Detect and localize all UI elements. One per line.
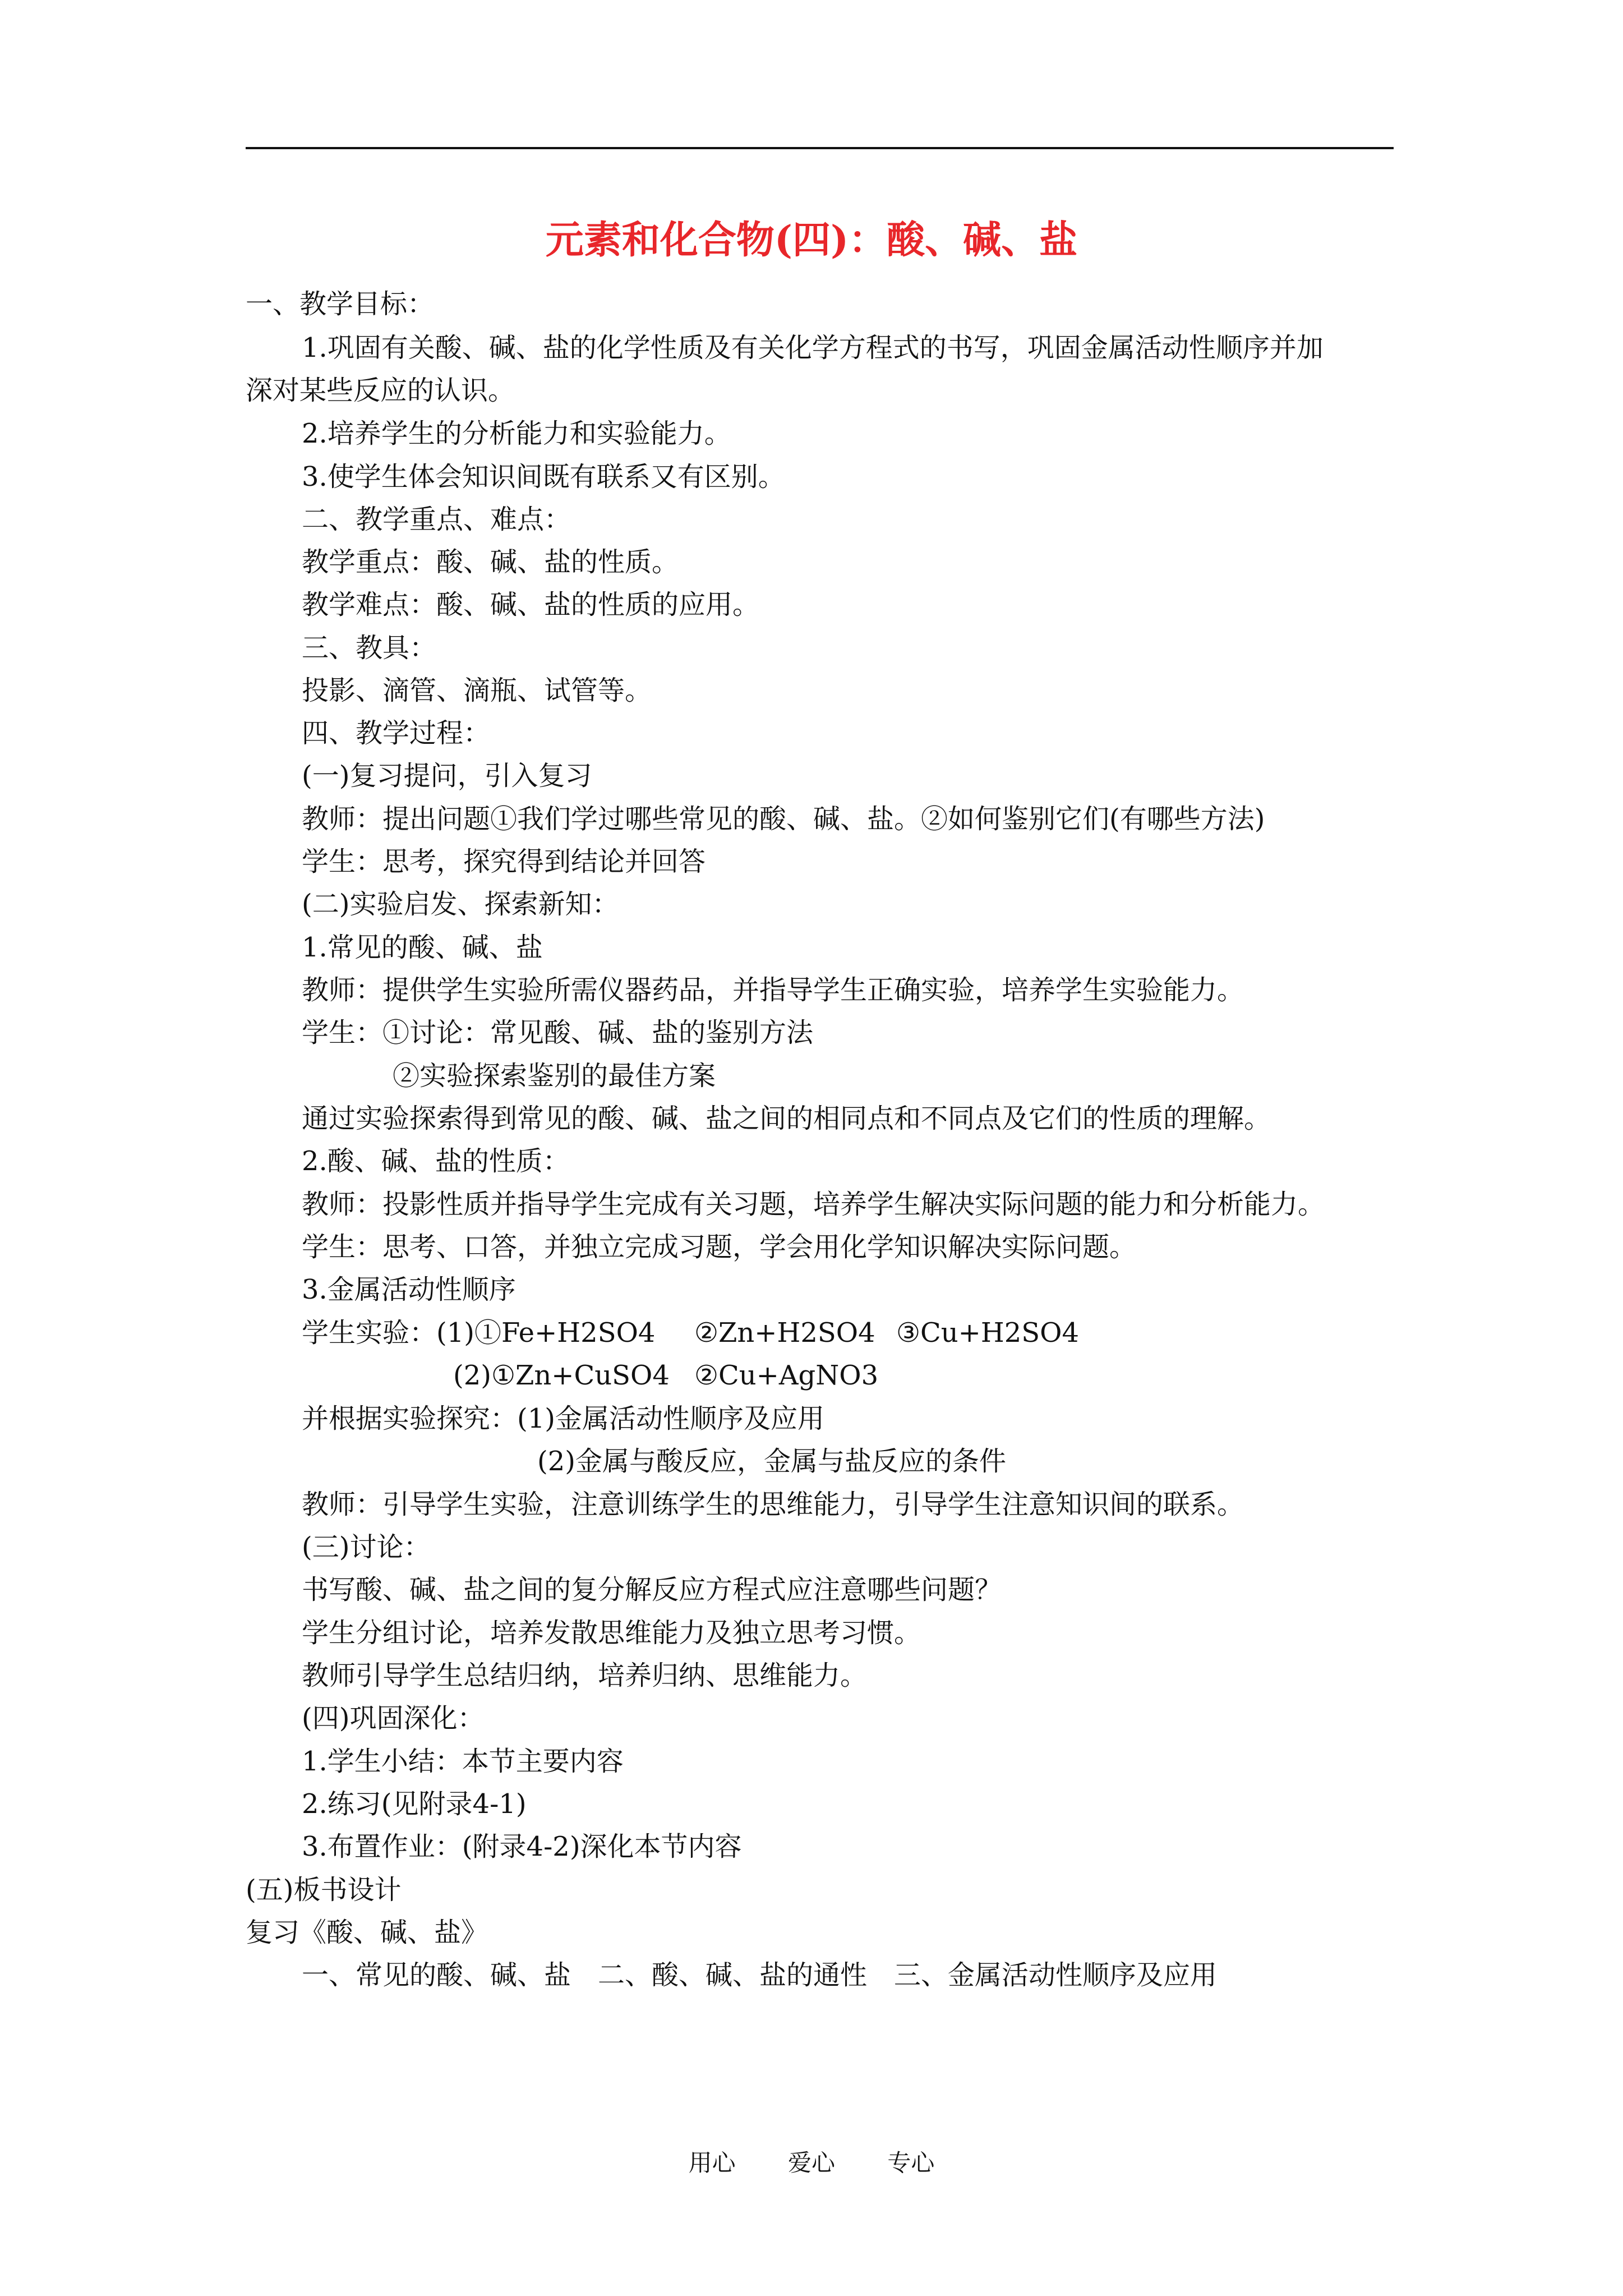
text-line: 三、教具： (302, 632, 437, 664)
text-line: 一、常见的酸、碱、盐 二、酸、碱、盐的通性 三、金属活动性顺序及应用 (302, 1959, 1218, 1991)
text-line: 2.练习(见附录4-1) (302, 1788, 527, 1820)
text-line: (2)金属与酸反应，金属与盐反应的条件 (537, 1446, 1006, 1477)
text-line: 3.金属活动性顺序 (302, 1274, 516, 1305)
document-title: 元素和化合物(四)：酸、碱、盐 (545, 218, 1078, 263)
text-line: 通过实验探索得到常见的酸、碱、盐之间的相同点和不同点及它们的性质的理解。 (302, 1103, 1271, 1134)
text-line: ②实验探索鉴别的最佳方案 (393, 1060, 716, 1092)
text-line: 教学难点：酸、碱、盐的性质的应用。 (302, 589, 760, 620)
text-line: 学生分组讨论，培养发散思维能力及独立思考习惯。 (302, 1617, 921, 1649)
text-line: 2.酸、碱、盐的性质： (302, 1145, 570, 1177)
text-line: 1.巩固有关酸、碱、盐的化学性质及有关化学方程式的书写，巩固金属活动性顺序并加 (302, 332, 1324, 364)
text-line: 投影、滴管、滴瓶、试管等。 (302, 675, 652, 706)
text-line: 1.常见的酸、碱、盐 (302, 932, 543, 963)
text-line: 3.使学生体会知识间既有联系又有区别。 (302, 461, 785, 493)
text-line: ③Cu+H2SO4 (896, 1317, 1080, 1349)
header-rule (246, 147, 1394, 149)
footer-motto: 专心 (887, 2149, 935, 2177)
text-line: 1.学生小结：本节主要内容 (302, 1746, 624, 1777)
text-line: (2)①Zn+CuSO4 (453, 1360, 670, 1391)
text-line: 教师：投影性质并指导学生完成有关习题，培养学生解决实际问题的能力和分析能力。 (302, 1189, 1325, 1220)
text-line: 学生：①讨论：常见酸、碱、盐的鉴别方法 (302, 1017, 814, 1048)
text-line: ②Cu+AgNO3 (694, 1360, 879, 1391)
text-line: (四)巩固深化： (302, 1703, 485, 1734)
text-line: 教师：引导学生实验，注意训练学生的思维能力，引导学生注意知识间的联系。 (302, 1489, 1244, 1520)
text-line: 2.培养学生的分析能力和实验能力。 (302, 418, 731, 449)
text-line: 并根据实验探究：(1)金属活动性顺序及应用 (302, 1403, 824, 1434)
text-line: 四、教学过程： (302, 717, 491, 749)
text-line: (五)板书设计 (246, 1874, 402, 1906)
text-line: 教师：提供学生实验所需仪器药品，并指导学生正确实验，培养学生实验能力。 (302, 974, 1244, 1006)
text-line: (二)实验启发、探索新知： (302, 889, 619, 920)
text-line: (三)讨论： (302, 1531, 431, 1563)
text-line: (一)复习提问，引入复习 (302, 760, 592, 792)
text-line: 学生实验：(1)①Fe+H2SO4 (302, 1317, 656, 1349)
text-line: 二、教学重点、难点： (302, 504, 571, 535)
text-line: 深对某些反应的认识。 (246, 375, 515, 406)
text-line: 书写酸、碱、盐之间的复分解反应方程式应注意哪些问题？ (302, 1574, 1002, 1605)
footer-motto: 用心 (688, 2149, 736, 2177)
text-line: 教师引导学生总结归纳，培养归纳、思维能力。 (302, 1660, 868, 1691)
text-line: 教师：提出问题①我们学过哪些常见的酸、碱、盐。②如何鉴别它们(有哪些方法) (302, 803, 1265, 835)
footer-motto: 爱心 (787, 2149, 835, 2177)
page-footer (0, 2146, 1623, 2180)
text-line: 学生：思考、口答，并独立完成习题，学会用化学知识解决实际问题。 (302, 1231, 1137, 1263)
text-line: 复习《酸、碱、盐》 (246, 1917, 488, 1948)
text-line: 一、教学目标： (246, 288, 435, 320)
text-line: ②Zn+H2SO4 (694, 1317, 875, 1349)
text-line: 学生：思考，探究得到结论并回答 (302, 846, 706, 877)
text-line: 3.布置作业：(附录4-2)深化本节内容 (302, 1831, 742, 1862)
text-line: 教学重点：酸、碱、盐的性质。 (302, 546, 679, 578)
